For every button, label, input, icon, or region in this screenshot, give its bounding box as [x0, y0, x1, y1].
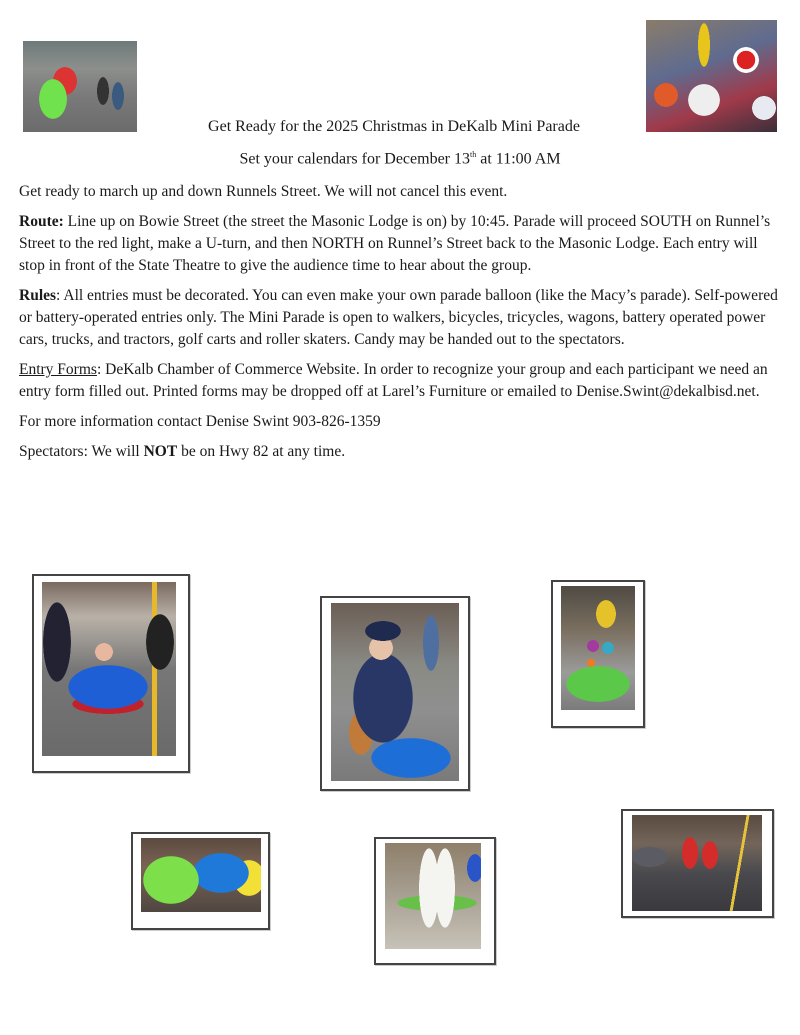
spectators-text-post: be on Hwy 82 at any time.: [177, 443, 346, 460]
intro-paragraph: [19, 181, 784, 203]
page-title: [0, 118, 800, 136]
spectators-text-pre: Spectators: We will: [19, 443, 144, 460]
contact-paragraph: [19, 411, 784, 433]
route-paragraph: [19, 211, 784, 277]
santa-street-frame: [621, 809, 774, 918]
santa-street-photo: [632, 815, 762, 911]
route-label: Route:: [19, 213, 64, 230]
contact-text: For more information contact Denise Swint 903-826-1359: [19, 413, 381, 430]
subtitle-ordinal: th: [470, 150, 477, 159]
kids-power-car-frame: [32, 574, 190, 773]
balloon-llamas-photo: [385, 843, 481, 949]
route-text: Line up on Bowie Street (the street the Masonic Lodge is on) by 10:45. Parade will proceed SOUTH on Runnel’s Street to the red light, make a U-turn, and then NORTH on Runnel’s Street back to the Masonic Lodge. Each entry will stop in front of the State Theatre to give the audience time to hear about the group.: [19, 213, 771, 274]
green-tank-photo: [561, 586, 635, 710]
entry-forms-label: Entry Forms: [19, 361, 97, 378]
intro-text: Get ready to march up and down Runnels Street. We will not cancel this event.: [19, 183, 508, 200]
police-kid-photo: [331, 603, 459, 781]
balloon-cars-photo: [141, 838, 261, 912]
subtitle-time-text: at 11:00 AM: [476, 150, 561, 168]
balloon-llamas-frame: [374, 837, 496, 965]
rules-label: Rules: [19, 287, 57, 304]
green-tank-frame: [551, 580, 645, 728]
page-subtitle: [0, 150, 800, 168]
entry-forms-paragraph: [19, 359, 784, 403]
rules-text: : All entries must be decorated. You can even make your own parade balloon (like the Macy’s parade). Self-powered or battery-operated entries only. The Mini Parade is open to walkers, bicycles, tricycles, wagons, battery operated power cars, trucks, and tractors, golf carts and roller skaters. Candy may be handed out to the spectators.: [19, 287, 778, 348]
police-kid-frame: [320, 596, 470, 791]
kids-power-car-photo: [42, 582, 176, 756]
spectators-not-emphasis: NOT: [143, 443, 178, 460]
spectators-paragraph: [19, 441, 784, 463]
body-content: [19, 181, 784, 471]
rules-paragraph: [19, 285, 784, 351]
balloon-cars-frame: [131, 832, 270, 930]
parade-balloons-photo: [646, 20, 777, 132]
title-text: Get Ready for the 2025 Christmas in DeKalb Mini Parade: [208, 118, 580, 135]
entry-forms-text: : DeKalb Chamber of Commerce Website. In order to recognize your group and each participant we need an entry form filled out. Printed forms may be dropped off at Larel’s Furniture or emailed to Denise.Swint@dekalbisd.net.: [19, 361, 768, 400]
subtitle-date-text: Set your calendars for December 13: [239, 150, 471, 168]
